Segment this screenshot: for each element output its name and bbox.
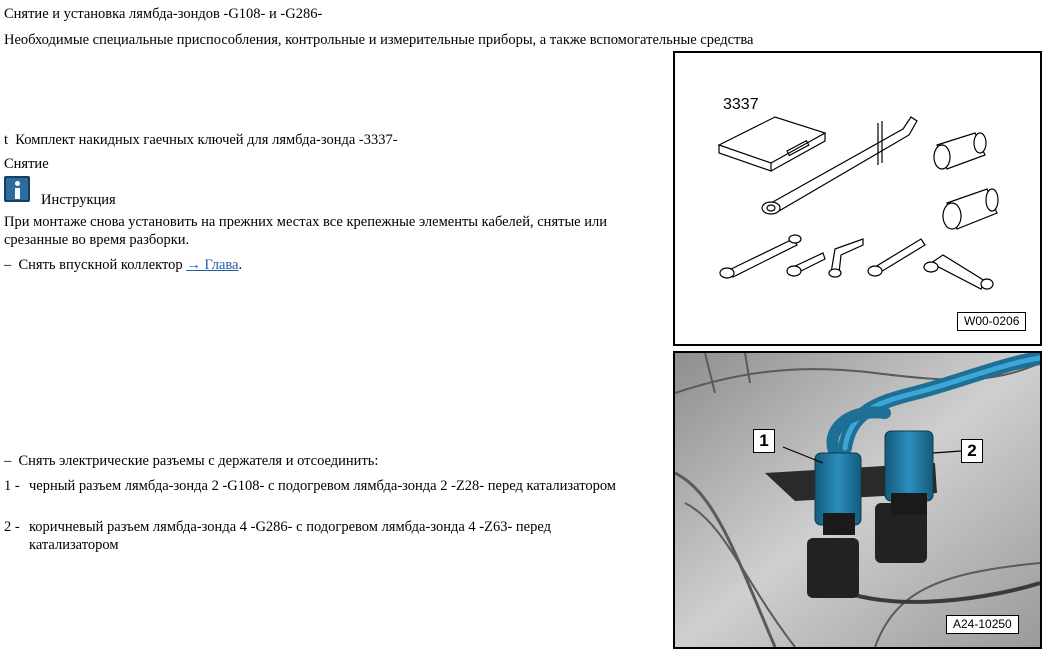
list-item-num: 2 -: [4, 519, 20, 535]
instruction-label: Инструкция: [41, 192, 116, 208]
tool-kit-figure: [673, 51, 1042, 346]
socket-1: [934, 133, 986, 169]
callout-2: 2: [961, 439, 983, 463]
step-disconnect: [4, 452, 378, 470]
instruction-text: При монтаже снова установить на прежних местах все крепежные элементы кабелей, снятые или срезанные во время разборки.: [4, 214, 608, 248]
socket-2: [943, 189, 998, 229]
callout-1: 1: [753, 429, 775, 453]
list-item-num: 1 -: [4, 478, 20, 494]
dash-marker: –: [4, 453, 12, 469]
tools-heading: Необходимые специальные приспособления, контрольные и измерительные приборы, а также вспомогательные средства: [4, 32, 754, 48]
figure-code-label: A24-10250: [946, 615, 1019, 634]
tool-number-label: 3337: [723, 96, 759, 113]
list-item: коричневый разъем лямбда-зонда 4 -G286- с подогревом лямбда-зонда 4 -Z63- перед катализатором: [29, 519, 551, 553]
connector-illustration: [675, 353, 1040, 647]
step-suffix: .: [238, 257, 243, 273]
step-text: Снять впускной коллектор: [18, 257, 183, 273]
small-wrenches: [720, 235, 993, 289]
page-title: Снятие и установка лямбда-зондов -G108- и -G286-: [4, 6, 323, 22]
tool-item: [4, 131, 398, 149]
step-remove-manifold: [4, 256, 242, 274]
info-icon: [4, 176, 30, 202]
chapter-link[interactable]: → Глава: [186, 257, 239, 273]
tool-kit-illustration: [675, 53, 1040, 344]
step-text: Снять электрические разъемы с держателя и отсоединить:: [18, 453, 379, 469]
tool-item-text: Комплект накидных гаечных ключей для лямбда-зонда -3337-: [15, 132, 398, 148]
connector-figure: [673, 351, 1042, 649]
figure-code-label: W00-0206: [957, 312, 1026, 331]
list-item: черный разъем лямбда-зонда 2 -G108- с подогревом лямбда-зонда 2 -Z28- перед катализатором: [29, 478, 616, 494]
removal-heading: Снятие: [4, 156, 49, 172]
bullet-marker: t: [4, 132, 9, 148]
dash-marker: –: [4, 257, 12, 273]
tool-case: [719, 117, 825, 171]
